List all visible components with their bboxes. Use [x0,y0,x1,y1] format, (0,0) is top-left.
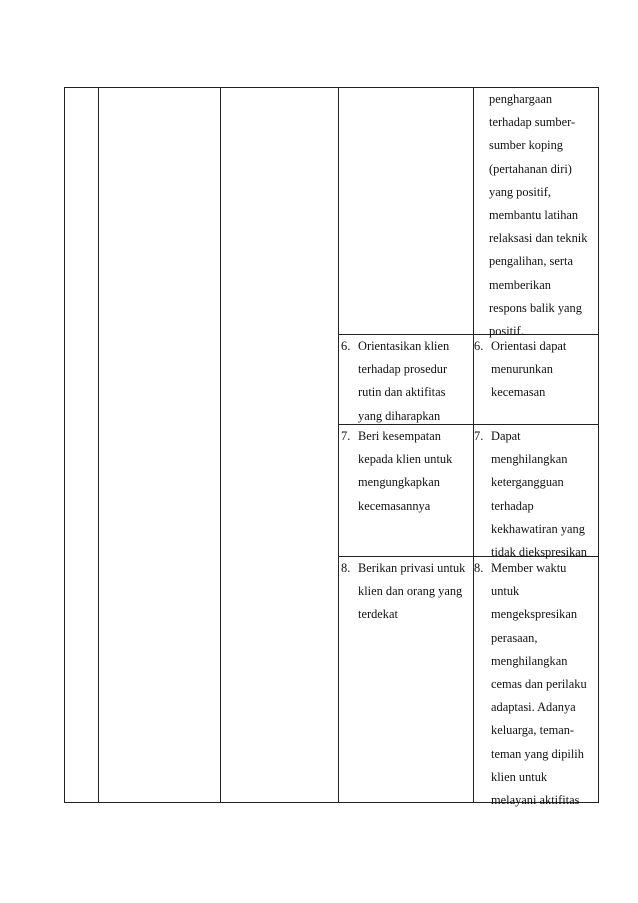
intervention-cell-6 [341,335,468,428]
rationale-line: mengekspresikan [491,607,578,622]
rationale-line: membantu latihan [489,208,579,223]
column-divider-3 [338,87,339,803]
rationale-item [474,557,594,812]
rationale-line: relaksasi dan teknik [489,231,588,246]
intervention-line: kepada klien untuk [358,452,453,467]
intervention-line: terdekat [358,607,398,622]
intervention-line: Berikan privasi untuk [358,561,466,575]
rationale-line: kecemasan [491,385,546,400]
rationale-line: perasaan, [491,630,538,645]
rationale-line: respons balik yang [489,300,582,315]
rationale-line: pengalihan, serta [489,254,573,269]
intervention-line: klien dan orang yang [358,584,463,599]
table-left-border [64,87,65,803]
rationale-line: menghilangkan [491,452,568,467]
rationale-line: adaptasi. Adanya [491,700,576,715]
intervention-number: 7. [341,429,351,443]
rationale-line: teman yang dipilih [491,746,584,761]
rationale-item [474,425,594,564]
intervention-line: yang diharapkan [358,408,441,423]
rationale-line: terhadap [491,498,534,513]
rationale-line: penghargaan [489,92,553,106]
rationale-line: tidak diekspresikan [491,545,588,560]
intervention-item [341,425,468,518]
intervention-line: Orientasikan klien [358,339,450,353]
rationale-line: menghilangkan [491,653,568,668]
rationale-cell-7 [474,425,594,564]
rationale-line: ketergangguan [491,475,564,490]
intervention-item [341,335,468,428]
rationale-line: Member waktu [491,561,567,575]
column-divider-1 [98,87,99,803]
rationale-line: yang positif, [489,184,551,199]
rationale-cell-6 [474,335,594,405]
rationale-line: cemas dan perilaku [491,677,587,692]
rationale-line: sumber koping [489,138,563,153]
intervention-line: mengungkapkan [358,475,440,490]
rationale-line: keluarga, teman- [491,723,575,738]
intervention-line: Beri kesempatan [358,429,441,443]
rationale-number: 7. [474,429,484,443]
rationale-cell-8 [474,557,594,812]
rationale-line: untuk [491,584,520,599]
rationale-line: Orientasi dapat [491,339,567,353]
rationale-line: melayani aktifitas [491,793,580,808]
intervention-line: rutin dan aktifitas [358,385,446,400]
rationale-number: 8. [474,561,484,575]
rationale-number: 6. [474,339,484,353]
rationale-line: (pertahanan diri) [489,161,572,176]
intervention-cell-7 [341,425,468,518]
rationale-line: memberikan [489,277,551,292]
table-right-border [598,87,599,803]
intervention-number: 8. [341,561,351,575]
rationale-line: klien untuk [491,769,548,784]
column-divider-2 [220,87,221,803]
intervention-line: kecemasannya [358,498,431,513]
rationale-line: positif. [489,324,524,339]
rationale-line: Dapat [491,429,521,443]
intervention-cell-8 [341,557,468,627]
intervention-item [341,557,468,627]
rationale-item [474,335,594,405]
rationale-line: terhadap sumber- [489,115,576,130]
intervention-line: terhadap prosedur [358,362,448,377]
rationale-line: menurunkan [491,362,553,377]
rationale-line: kekhawatiran yang [491,521,585,536]
continuation-rationale-cell [489,88,593,343]
intervention-number: 6. [341,339,351,353]
